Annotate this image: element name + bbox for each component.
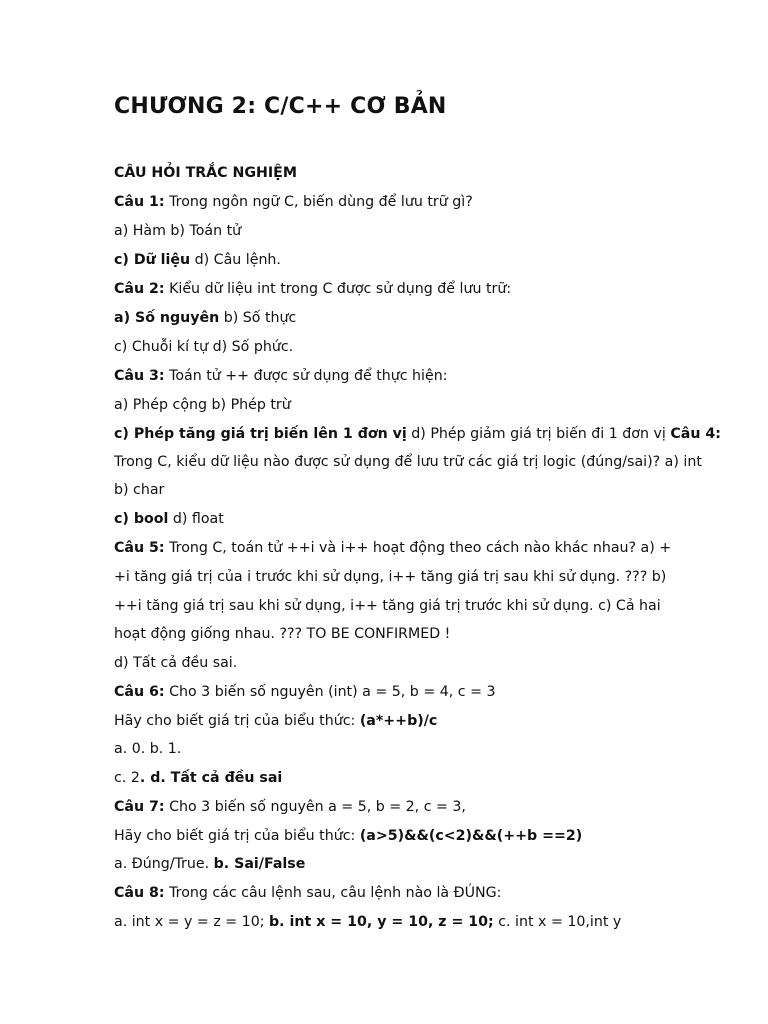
bold-text: b. int x = 10, y = 10, z = 10;: [269, 914, 494, 930]
text-line: [114, 797, 466, 817]
text-line: [114, 682, 496, 702]
text-line: [114, 567, 666, 587]
bold-text: (a*++b)/c: [359, 713, 438, 729]
text-line: [114, 424, 721, 444]
bold-text: Câu 4:: [670, 426, 721, 442]
text-line: [114, 826, 582, 846]
bold-text: CÂU HỎI TRẮC NGHIỆM: [114, 165, 297, 181]
text-segment: ++i tăng giá trị sau khi sử dụng, i++ tăng giá trị trước khi sử dụng. c) Cả hai: [114, 598, 661, 614]
text-line: [114, 509, 224, 529]
text-segment: a) Phép cộng b) Phép trừ: [114, 397, 291, 413]
text-segment: hoạt động giống nhau. ??? TO BE CONFIRMED !: [114, 626, 451, 642]
text-line: [114, 624, 450, 644]
text-line: [114, 538, 671, 558]
bold-text: c) Phép tăng giá trị biến lên 1 đơn vị: [114, 426, 407, 442]
text-line: [114, 596, 661, 616]
text-line: [114, 711, 437, 731]
bold-text: Câu 3:: [114, 368, 165, 384]
text-segment: Trong ngôn ngữ C, biến dùng để lưu trữ gì?: [164, 194, 473, 210]
text-line: [114, 221, 241, 241]
text-segment: Cho 3 biến số nguyên a = 5, b = 2, c = 3,: [164, 799, 466, 815]
text-segment: a. 0. b. 1.: [114, 741, 182, 757]
bold-text: Câu 6:: [114, 684, 165, 700]
text-segment: d) float: [168, 511, 224, 527]
text-segment: Trong các câu lệnh sau, câu lệnh nào là ĐÚNG:: [164, 885, 502, 901]
text-line: [114, 279, 511, 299]
text-line: [114, 308, 296, 328]
text-segment: +i tăng giá trị của i trước khi sử dụng, i++ tăng giá trị sau khi sử dụng. ??? b): [114, 569, 667, 585]
text-line: [114, 739, 181, 759]
text-segment: b) char: [114, 482, 165, 498]
text-segment: Hãy cho biết giá trị của biểu thức:: [114, 713, 360, 729]
text-segment: Cho 3 biến số nguyên (int) a = 5, b = 4, c = 3: [164, 684, 496, 700]
text-segment: Kiểu dữ liệu int trong C được sử dụng để lưu trữ:: [164, 281, 512, 297]
text-segment: c. int x = 10,int y: [493, 914, 622, 930]
bold-text: b. Sai/False: [213, 856, 306, 872]
text-segment: a. Đúng/True.: [114, 856, 214, 872]
text-segment: d) Phép giảm giá trị biến đi 1 đơn vị: [406, 426, 671, 442]
chapter-title: CHƯƠNG 2: C/C++ CƠ BẢN: [114, 94, 447, 119]
text-line: [114, 395, 291, 415]
text-line: [114, 452, 702, 472]
text-line: [114, 768, 282, 788]
text-segment: a. int x = y = z = 10;: [114, 914, 270, 930]
text-line: [114, 653, 237, 673]
text-line: [114, 337, 293, 357]
bold-text: c) bool: [114, 511, 169, 527]
text-segment: Hãy cho biết giá trị của biểu thức:: [114, 828, 360, 844]
bold-text: Câu 1:: [114, 194, 165, 210]
bold-text: . d. Tất cả đều sai: [139, 770, 283, 786]
bold-text: Câu 8:: [114, 885, 165, 901]
bold-text: a) Số nguyên: [114, 310, 220, 326]
bold-text: Câu 2:: [114, 281, 165, 297]
text-segment: c) Chuỗi kí tự d) Số phức.: [114, 339, 294, 355]
text-line: [114, 192, 473, 212]
text-segment: d) Câu lệnh.: [190, 252, 281, 268]
text-segment: d) Tất cả đều sai.: [114, 655, 238, 671]
text-segment: Trong C, toán tử ++i và i++ hoạt động theo cách nào khác nhau? a) +: [164, 540, 672, 556]
text-line: [114, 883, 501, 903]
text-line: [114, 912, 621, 932]
bold-text: Câu 7:: [114, 799, 165, 815]
text-segment: b) Số thực: [219, 310, 297, 326]
text-line: [114, 854, 305, 874]
bold-text: (a>5)&&(c<2)&&(++b ==2): [359, 828, 583, 844]
bold-text: Câu 5:: [114, 540, 165, 556]
text-segment: Toán tử ++ được sử dụng để thực hiện:: [164, 368, 448, 384]
bold-text: c) Dữ liệu: [114, 252, 191, 268]
text-line: [114, 163, 297, 183]
text-segment: c. 2: [114, 770, 140, 786]
text-line: [114, 366, 448, 386]
text-segment: Trong C, kiểu dữ liệu nào được sử dụng để lưu trữ các giá trị logic (đúng/sai)? a) int: [114, 454, 702, 470]
text-line: [114, 250, 281, 270]
text-line: [114, 480, 164, 500]
text-segment: a) Hàm b) Toán tử: [114, 223, 242, 239]
